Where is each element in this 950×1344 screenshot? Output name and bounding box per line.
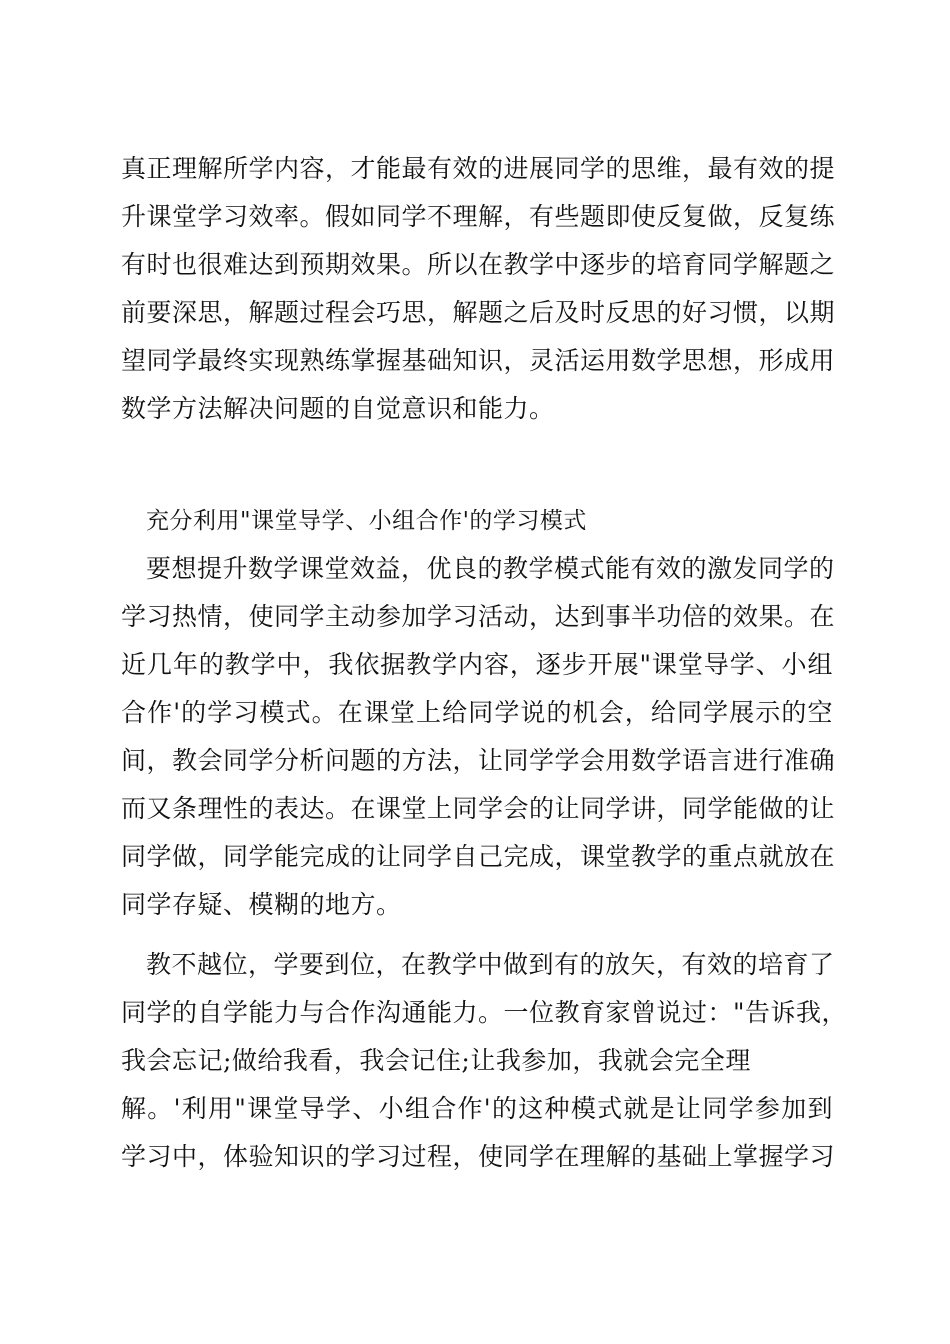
- paragraph-3-line-5: 学习中，体验知识的学习过程，使同学在理解的基础上掌握学习: [121, 1142, 836, 1171]
- paragraph-2-line-3: 近几年的教学中，我依据教学内容，逐步开展"课堂导学、小组: [121, 650, 833, 679]
- paragraph-2-line-2: 学习热情，使同学主动参加学习活动，达到事半功倍的效果。在: [121, 602, 836, 631]
- section-heading: 充分利用"课堂导学、小组合作'的学习模式: [146, 508, 587, 534]
- paragraph-2-line-1: 要想提升数学课堂效益，优良的教学模式能有效的激发同学的: [146, 554, 835, 583]
- paragraph-2-line-4: 合作'的学习模式。在课堂上给同学说的机会，给同学展示的空: [121, 698, 833, 727]
- paragraph-2-line-8: 同学存疑、模糊的地方。: [121, 890, 402, 919]
- paragraph-1-line-2: 升课堂学习效率。假如同学不理解，有些题即使反复做，反复练: [121, 202, 836, 231]
- paragraph-1-line-5: 望同学最终实现熟练掌握基础知识，灵活运用数学思想，形成用: [121, 346, 836, 375]
- paragraph-2-line-6: 而又条理性的表达。在课堂上同学会的让同学讲，同学能做的让: [121, 794, 836, 823]
- paragraph-2-line-5: 间，教会同学分析问题的方法，让同学学会用数学语言进行准确: [121, 746, 836, 775]
- paragraph-2-line-7: 同学做，同学能完成的让同学自己完成，课堂教学的重点就放在: [121, 842, 836, 871]
- paragraph-3-line-4: 解。'利用"课堂导学、小组合作'的这种模式就是让同学参加到: [121, 1094, 833, 1123]
- paragraph-3-line-2: 同学的自学能力与合作沟通能力。一位教育家曾说过："告诉我，: [121, 998, 848, 1027]
- paragraph-1-line-6: 数学方法解决问题的自觉意识和能力。: [121, 394, 555, 423]
- paragraph-3-line-3: 我会忘记;做给我看，我会记住;让我参加，我就会完全理: [121, 1046, 751, 1075]
- paragraph-1-line-4: 前要深思，解题过程会巧思，解题之后及时反思的好习惯，以期: [121, 298, 836, 327]
- paragraph-1-line-3: 有时也很难达到预期效果。所以在教学中逐步的培育同学解题之: [121, 250, 836, 279]
- paragraph-1-line-1: 真正理解所学内容，才能最有效的进展同学的思维，最有效的提: [121, 154, 836, 183]
- paragraph-3-line-1: 教不越位，学要到位，在教学中做到有的放矢，有效的培育了: [146, 950, 835, 979]
